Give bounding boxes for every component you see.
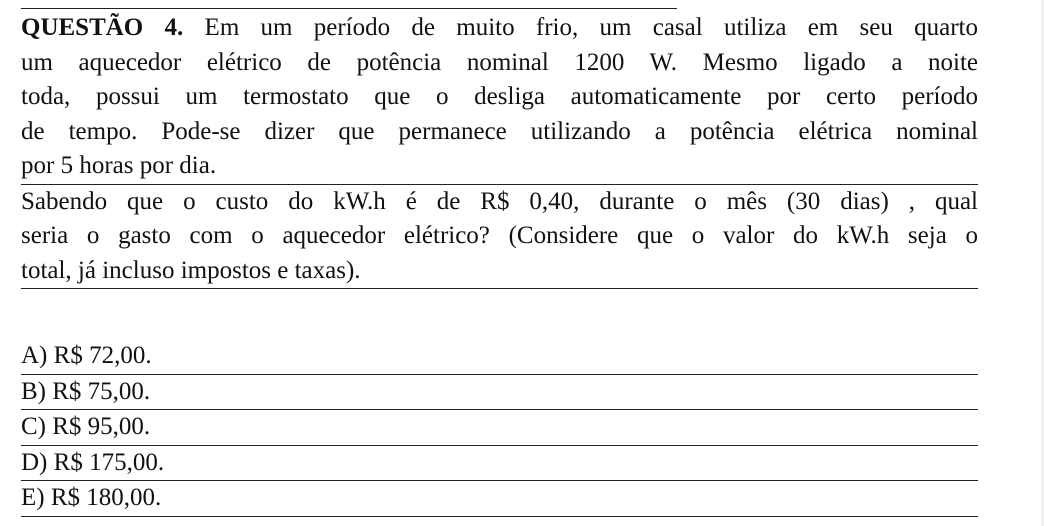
- question-line-4: de tempo. Pode-se dizer que permanece utilizando a potência elétrica nominal: [21, 117, 978, 145]
- option-a-letter: A): [21, 342, 48, 369]
- question-line-8: [21, 254, 978, 290]
- option-b-letter: B): [21, 377, 46, 405]
- question-line-1: [21, 11, 978, 46]
- option-e-letter: E): [21, 484, 45, 511]
- top-rule: [21, 8, 677, 9]
- option-c-text: R$ 95,00.: [52, 413, 151, 440]
- question-line-8-text: total, já incluso impostos e taxas).: [21, 256, 361, 284]
- question-line-5-text: por 5 horas por dia.: [21, 152, 217, 179]
- question-line-7: seria o gasto com o aquecedor elétrico? (Considere que o valor do kW.h seja o: [21, 222, 978, 249]
- option-a-text: R$ 72,00.: [53, 342, 152, 369]
- question-line-6: Sabendo que o custo do kW.h é de R$ 0,40, durante o mês (30 dias) , qual: [21, 187, 978, 215]
- question-line-5: [21, 149, 978, 185]
- option-b[interactable]: [21, 375, 978, 411]
- question-line-3: toda, possui um termostato que o desliga automaticamente por certo período: [21, 83, 978, 110]
- spacer: [21, 289, 978, 339]
- option-d-text: R$ 175,00.: [53, 448, 165, 476]
- question-line-1-text: Em um período de muito frio, um casal utiliza em seu quarto: [183, 14, 978, 41]
- question-line-2: um aquecedor elétrico de potência nominal 1200 W. Mesmo ligado a noite: [21, 48, 978, 76]
- option-c-letter: C): [21, 413, 46, 440]
- question-label: QUESTÃO 4.: [21, 14, 184, 41]
- option-a[interactable]: [21, 339, 978, 375]
- option-e-text: R$ 180,00.: [50, 484, 162, 511]
- option-d[interactable]: [21, 446, 978, 482]
- option-b-text: R$ 75,00.: [52, 377, 151, 405]
- option-d-letter: D): [21, 448, 48, 476]
- question-block: [21, 11, 978, 517]
- option-e[interactable]: [21, 481, 978, 517]
- option-c[interactable]: [21, 410, 978, 446]
